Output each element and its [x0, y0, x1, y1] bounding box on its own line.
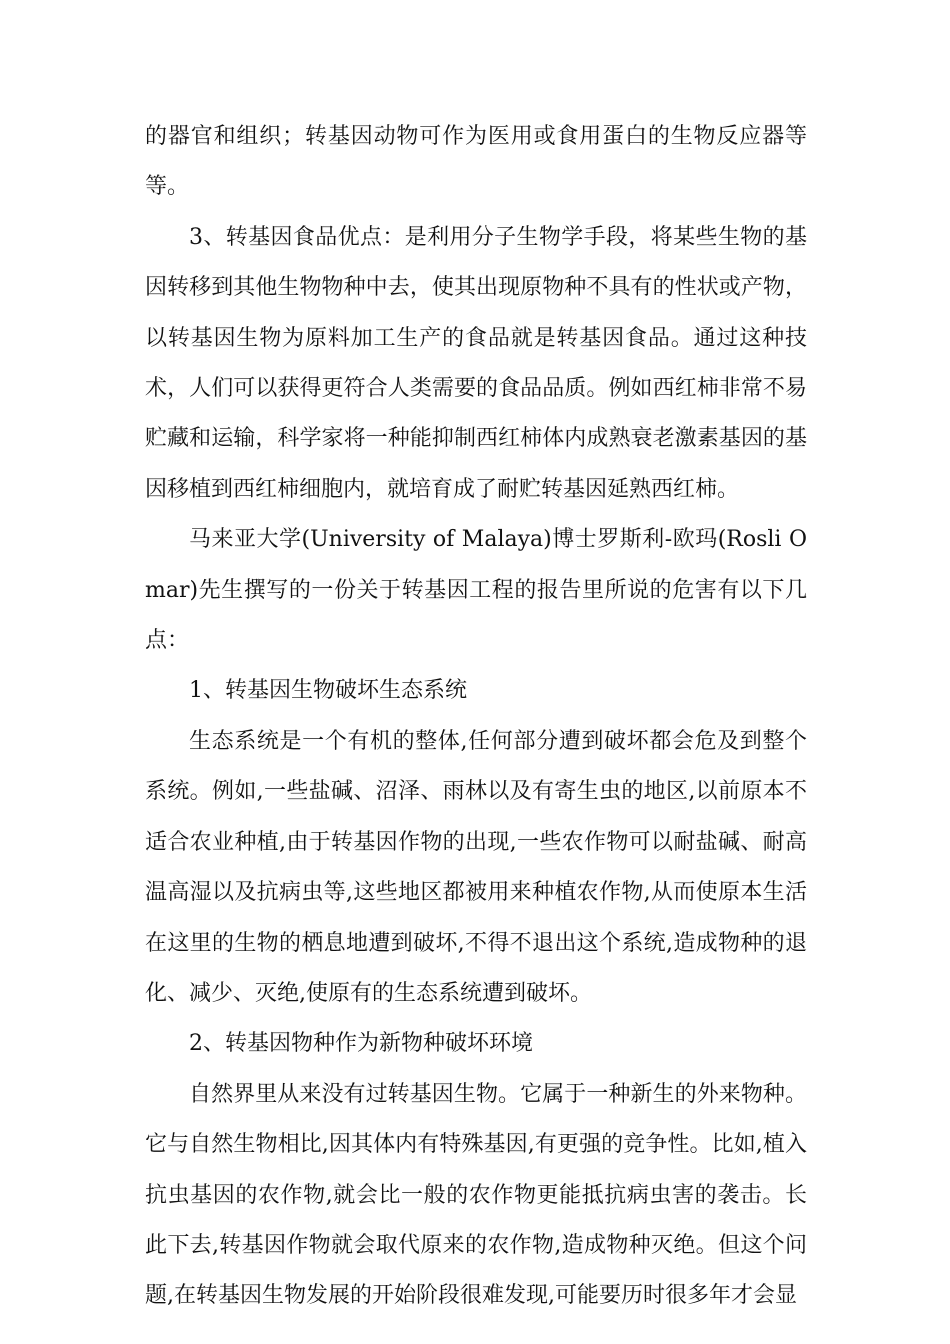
paragraph-ecosystem: 生态系统是一个有机的整体,任何部分遭到破坏都会危及到整个系统。例如,一些盐碱、沼泽、雨林以及有寄生虫的地区,以前原本不适合农业种植,由于转基因作物的出现,一些农作物可以耐盐碱、耐高温高湿以及抗病虫等,这些地区都被用来种植农作物,从而使原本生活在这里的生物的栖息地遭到破坏,不得不退出这个系统,造成物种的退化、减少、灭绝,使原有的生态系统遭到破坏。	[145, 728, 807, 1006]
paragraph-continuation: 的器官和组织；转基因动物可作为医用或食用蛋白的生物反应器等等。	[145, 124, 807, 200]
paragraph-gm-food-advantages: 3、转基因食品优点：是利用分子生物学手段，将某些生物的基因转移到其他生物物种中去，使其出现原物种不具有的性状或产物，以转基因生物为原料加工生产的食品就是转基因食品。通过这种技术，人们可以获得更符合人类需要的食品品质。例如西红柿非常不易贮藏和运输，科学家将一种能抑制西红柿体内成熟衰老激素基因的基因移植到西红柿细胞内，就培育成了耐贮转基因延熟西红柿。	[145, 224, 807, 502]
heading-ecosystem-damage: 1、转基因生物破坏生态系统	[189, 678, 467, 704]
heading-new-species: 2、转基因物种作为新物种破坏环境	[189, 1031, 533, 1057]
document-body	[145, 112, 807, 1322]
paragraph-malaya-report: 马来亚大学(University of Malaya)博士罗斯利-欧玛(Rosli Omar)先生撰写的一份关于转基因工程的报告里所说的危害有以下几点：	[145, 527, 807, 654]
paragraph-new-species: 自然界里从来没有过转基因生物。它属于一种新生的外来物种。它与自然生物相比,因其体内有特殊基因,有更强的竞争性。比如,植入抗虫基因的农作物,就会比一般的农作物更能抵抗病虫害的袭击。长此下去,转基因作物就会取代原来的农作物,造成物种灭绝。但这个问题,在转基因生物发展的开始阶段很难发现,可能要历时很多年才会显	[145, 1081, 807, 1309]
